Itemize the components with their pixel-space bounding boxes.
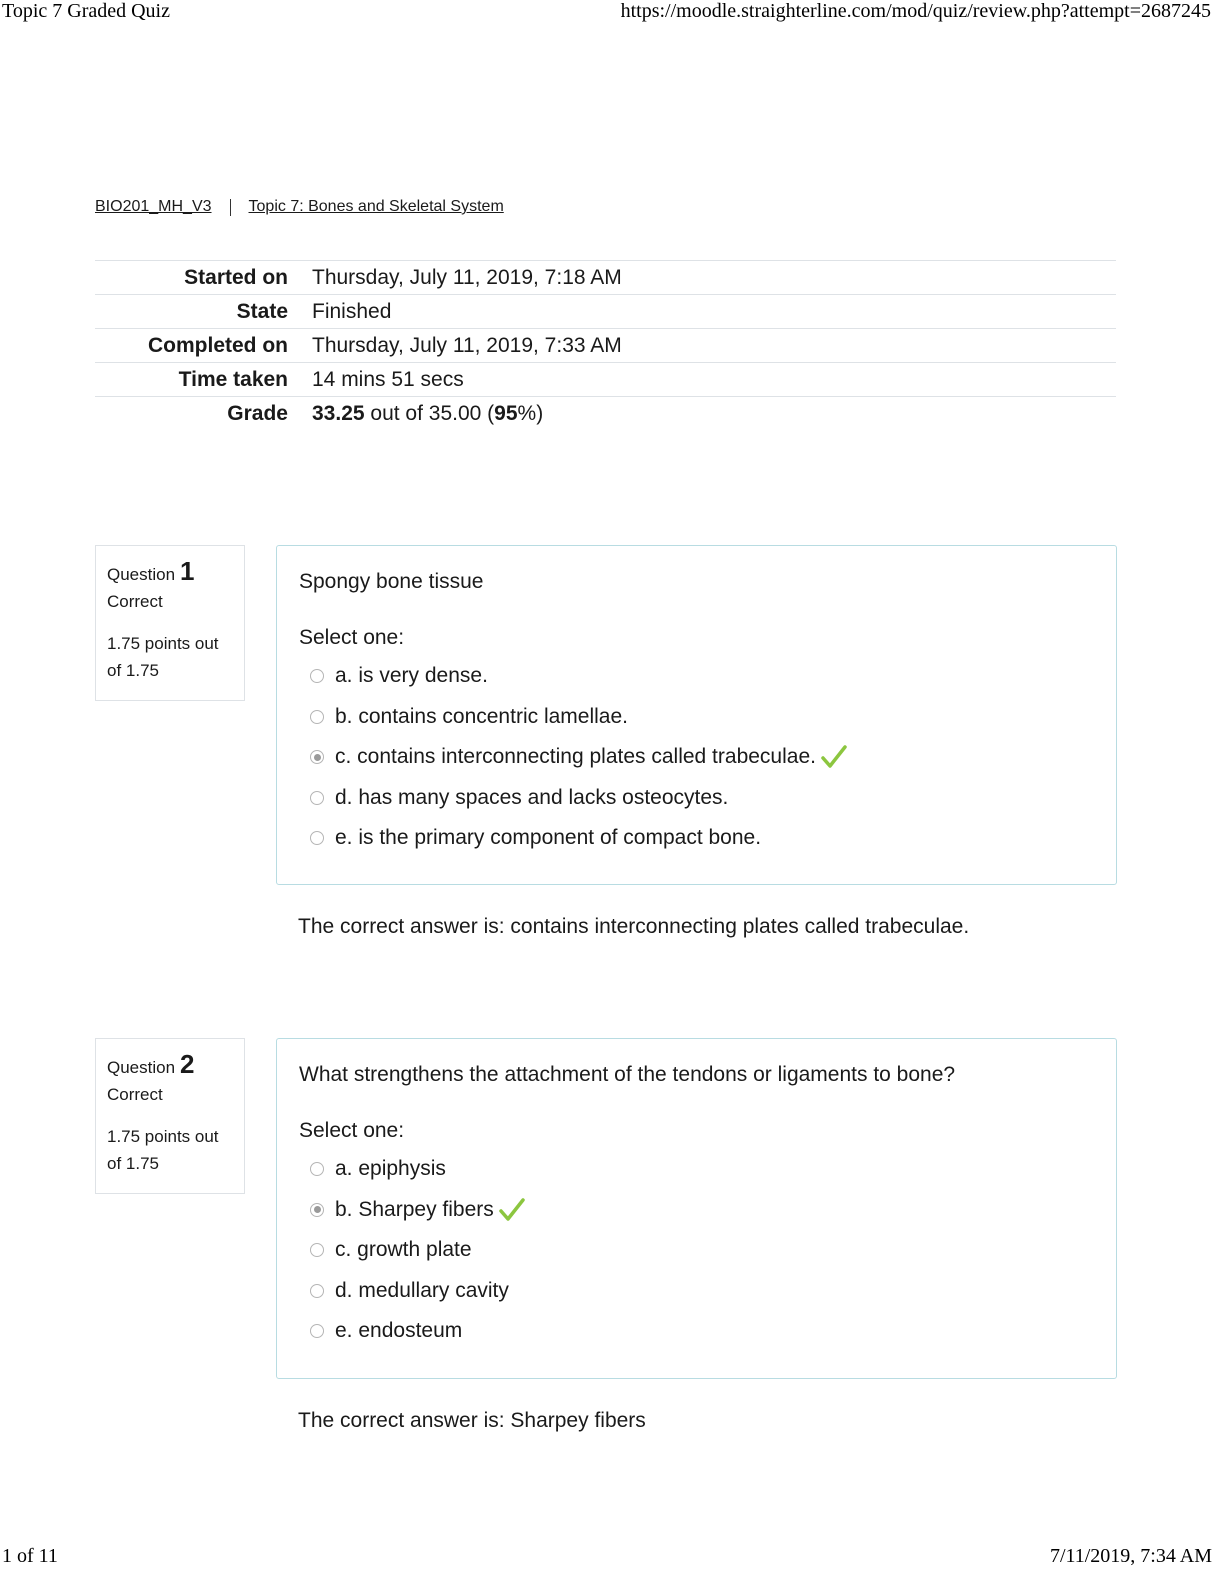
radio-button[interactable] (310, 831, 324, 845)
grade-mid: out of 35.00 ( (364, 401, 495, 425)
select-one-label: Select one: (299, 1119, 405, 1142)
summary-row-time (95, 363, 1116, 397)
breadcrumb-topic-link[interactable]: Topic 7: Bones and Skeletal System (248, 198, 504, 215)
radio-button[interactable] (310, 669, 324, 683)
question-label: Question (107, 1058, 176, 1077)
print-header (0, 0, 1224, 28)
answer-options (299, 656, 1094, 859)
question-grade: 1.75 points out of 1.75 (107, 634, 219, 680)
answer-option-c[interactable] (299, 737, 1094, 778)
summary-row-completed (95, 329, 1116, 363)
attempt-summary-table (95, 260, 1116, 431)
question-text: Spongy bone tissue (299, 570, 484, 593)
radio-button-selected[interactable] (310, 750, 324, 764)
summary-row-state (95, 295, 1116, 329)
time-taken-value: 14 mins 51 secs (312, 367, 464, 391)
state-value: Finished (312, 299, 392, 323)
answer-option-e[interactable] (299, 1311, 1094, 1352)
correct-checkmark-icon (499, 1197, 525, 1223)
radio-button[interactable] (310, 1324, 324, 1338)
answer-option-label: e. is the primary component of compact bone. (335, 826, 762, 850)
question-number: 2 (180, 1049, 195, 1079)
answer-option-label: b. contains concentric lamellae. (335, 704, 628, 728)
time-taken-label: Time taken (178, 367, 288, 391)
print-footer (0, 1545, 1224, 1575)
select-one-label: Select one: (299, 626, 405, 649)
answer-option-label: c. contains interconnecting plates called trabeculae. (335, 745, 816, 769)
grade-label: Grade (227, 401, 288, 425)
print-header-url: https://moodle.straighterline.com/mod/quiz/review.php?attempt=2687245 (620, 0, 1211, 22)
radio-button-selected[interactable] (310, 1203, 324, 1217)
summary-row-started (95, 261, 1116, 295)
radio-button[interactable] (310, 791, 324, 805)
question-text: What strengthens the attachment of the tendons or ligaments to bone? (299, 1063, 956, 1086)
answer-option-b[interactable] (299, 697, 1094, 738)
question-grade: 1.75 points out of 1.75 (107, 1127, 219, 1173)
state-label: State (236, 299, 288, 323)
question-number-row (107, 556, 233, 586)
radio-button[interactable] (310, 1243, 324, 1257)
grade-percent: 95 (494, 401, 518, 425)
question-info-1 (95, 545, 245, 701)
grade-score: 33.25 (312, 401, 365, 425)
breadcrumb-course-link[interactable]: BIO201_MH_V3 (95, 198, 212, 215)
answer-option-label: c. growth plate (335, 1238, 472, 1262)
answer-option-label: e. endosteum (335, 1319, 463, 1343)
answer-options (299, 1149, 1094, 1352)
question-info-2 (95, 1038, 245, 1194)
question-content-2 (276, 1038, 1117, 1379)
answer-option-d[interactable] (299, 778, 1094, 819)
question-state: Correct (107, 592, 163, 611)
grade-value (309, 397, 1116, 431)
breadcrumb-separator (230, 199, 231, 216)
question-feedback-1: The correct answer is: contains interconnecting plates called trabeculae. (298, 915, 970, 938)
question-feedback-2: The correct answer is: Sharpey fibers (298, 1409, 646, 1432)
grade-end: %) (517, 401, 544, 425)
radio-button[interactable] (310, 710, 324, 724)
answer-option-label: a. is very dense. (335, 664, 488, 688)
answer-option-c[interactable] (299, 1230, 1094, 1271)
completed-on-value: Thursday, July 11, 2019, 7:33 AM (312, 333, 622, 357)
radio-button[interactable] (310, 1284, 324, 1298)
started-on-value: Thursday, July 11, 2019, 7:18 AM (312, 265, 622, 289)
answer-option-e[interactable] (299, 818, 1094, 859)
print-footer-timestamp: 7/11/2019, 7:34 AM (1049, 1545, 1212, 1567)
correct-checkmark-icon (821, 744, 847, 770)
completed-on-label: Completed on (148, 333, 288, 357)
breadcrumb (95, 198, 504, 216)
radio-button[interactable] (310, 1162, 324, 1176)
question-label: Question (107, 565, 176, 584)
answer-option-label: b. Sharpey fibers (335, 1197, 494, 1221)
answer-option-d[interactable] (299, 1271, 1094, 1312)
answer-option-label: d. has many spaces and lacks osteocytes. (335, 785, 729, 809)
started-on-label: Started on (184, 265, 288, 289)
print-footer-page-number: 1 of 11 (2, 1545, 58, 1567)
question-content-1 (276, 545, 1117, 885)
print-header-title: Topic 7 Graded Quiz (2, 0, 170, 22)
answer-option-a[interactable] (299, 656, 1094, 697)
answer-option-a[interactable] (299, 1149, 1094, 1190)
answer-option-b[interactable] (299, 1190, 1094, 1231)
answer-option-label: d. medullary cavity (335, 1278, 509, 1302)
question-state: Correct (107, 1085, 163, 1104)
answer-option-label: a. epiphysis (335, 1157, 446, 1181)
question-number: 1 (180, 556, 195, 586)
question-number-row (107, 1049, 233, 1079)
summary-row-grade (95, 397, 1116, 431)
